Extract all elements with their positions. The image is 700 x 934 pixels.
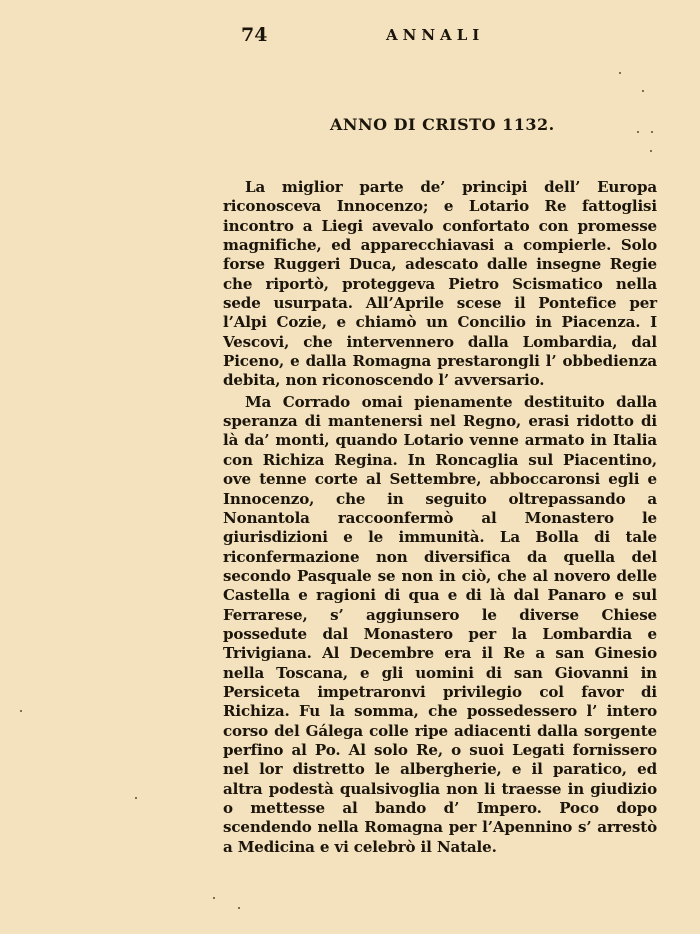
paragraph: Ma Corrado omai pienamente destituito dalla speranza di mantenersi nel Regno, erasi ridotto di là da’ monti, quando Lotario venne armato in Italia con Richiza Regina. In Roncaglia sul Piacentino, ove tenne corte al Settembre, abboccaronsi egli e Innocenzo, che in seguito oltrepassando a Nonantola raccoonfermò al Monastero le giurisdizioni e le immunità. La Bolla di tale riconfermazione non diversifica da quella del secondo Pasquale se non in ciò, che al novero delle Castella e ragioni di qua e di là dal Panaro e sul Ferrarese, s’ aggiunsero le diverse Chiese possedute dal Monastero per la Lombardia e Trivigiana. Al Decembre era il Re a san Ginesio nella Toscana, e gli uomini di san Giovanni in Persiceta impetraronvi privilegio col favor di Richiza. Fu la somma, che possedessero l’ intero corso del Gálega colle ripe adiacenti dalla sorgente perfino al Po. Al solo Re, o suoi Legati fornissero nel lor distretto le albergherie, e il paratico, ed altra podestà qualsivoglia non li traesse in giudizio o mettesse al bando d’ Impero. Poco dopo scendendo nella Romagna per l’Apennino s’ arrestò a Medicina e vi celebrò il Natale. (223, 392, 657, 856)
print-speck (238, 907, 240, 909)
print-speck (650, 150, 652, 152)
paragraph: La miglior parte de’ principi dell’ Europa riconosceva Innocenzo; e Lotario Re fattoglisi incontro a Liegi avevalo confortato con promesse magnifiche, ed apparecchiavasi a compierle. Solo forse Ruggeri Duca, adescato dalle insegne Regie che riportò, proteggeva Pietro Scismatico nella sede usurpata. All’Aprile scese il Pontefice per l’Alpi Cozie, e chiamò un Concilio in Piacenza. I Vescovi, che intervennero dalla Lombardia, dal Piceno, e dalla Romagna prestarongli l’ obbedienza debita, non riconoscendo l’ avversario. (223, 178, 657, 390)
print-speck (20, 710, 22, 712)
print-speck (651, 131, 653, 133)
print-speck (642, 90, 644, 92)
print-speck (213, 897, 215, 899)
print-speck (637, 131, 639, 133)
page-number: 74 (241, 24, 268, 46)
page-header (0, 24, 700, 48)
running-head: ANNALI (386, 26, 485, 44)
year-heading: ANNO DI CRISTO 1132. (330, 115, 555, 134)
body-text (223, 178, 657, 857)
print-speck (619, 72, 621, 74)
print-speck (135, 797, 137, 799)
